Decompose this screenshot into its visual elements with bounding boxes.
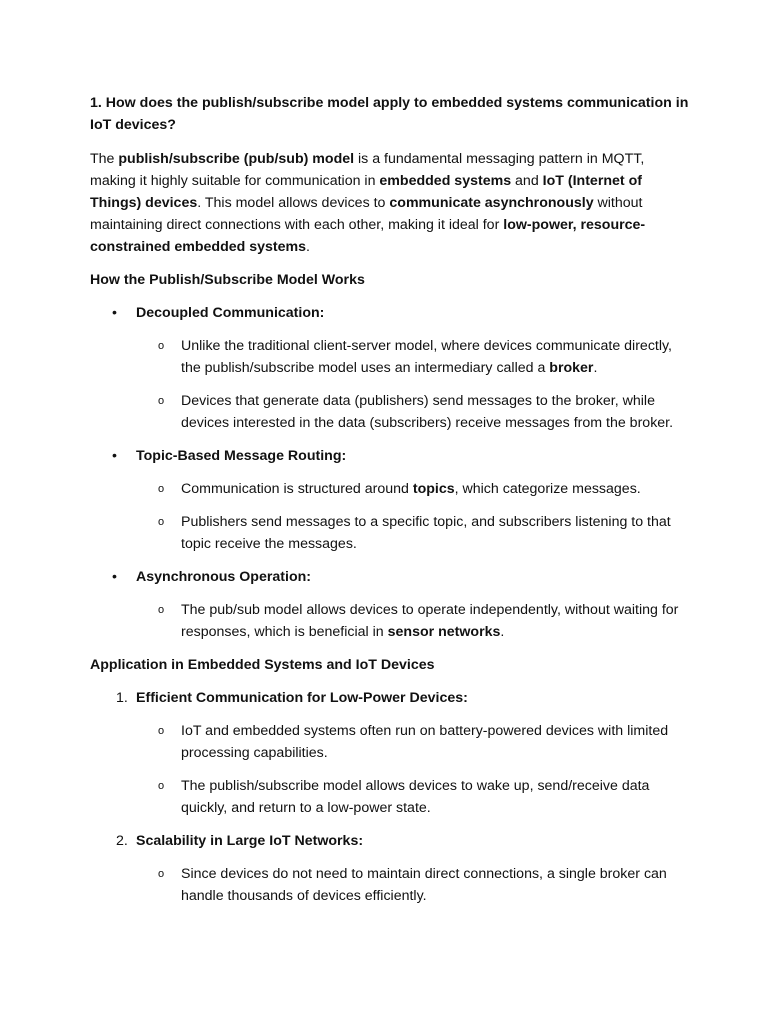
sub-item-text: Since devices do not need to maintain direct connections, a single broker can handle thousands of devices efficiently.: [181, 866, 667, 904]
sub-item-text-end: .: [593, 360, 598, 376]
sub-bullet-marker: o: [158, 395, 165, 407]
numbered-title: Scalability in Large IoT Networks:: [136, 833, 364, 849]
numbered-item-scalability: [90, 830, 690, 852]
intro-text-2: is a fundamental messaging pattern in MQTT, making it highly suitable for communication in: [90, 151, 645, 189]
sub-item-text: Devices that generate data (publishers) send messages to the broker, while devices interested in the data (subscribers) receive messages from the broker.: [181, 393, 674, 431]
sub-item-text-end: , which categorize messages.: [454, 481, 641, 497]
intro-bold-4: communicate asynchronously: [389, 195, 594, 211]
intro-text-1: The: [90, 151, 119, 167]
sub-item-text: Unlike the traditional client-server model, where devices communicate directly, the publish/subscribe model uses an intermediary called a: [181, 338, 672, 376]
sub-item-text: Communication is structured around: [181, 481, 413, 497]
sub-bullet-marker: o: [158, 483, 165, 495]
section-heading-how-it-works: How the Publish/Subscribe Model Works: [90, 272, 365, 288]
intro-text-6: .: [306, 239, 310, 255]
sub-bullet-marker: o: [158, 868, 165, 880]
sub-bullet-marker: o: [158, 604, 165, 616]
question-heading: 1. How does the publish/subscribe model apply to embedded systems communication in IoT devices?: [90, 95, 689, 133]
sub-item-text: The pub/sub model allows devices to operate independently, without waiting for responses, which is beneficial in: [181, 602, 679, 640]
sub-item: [90, 478, 690, 500]
sub-bullet-marker: o: [158, 340, 165, 352]
bullet-title: Topic-Based Message Routing:: [136, 448, 347, 464]
intro-text-4: . This model allows devices to: [197, 195, 390, 211]
intro-paragraph: [90, 148, 690, 258]
numbered-item-efficient: [90, 687, 690, 709]
number-marker: 1.: [116, 690, 128, 706]
bullet-marker: •: [112, 305, 117, 321]
intro-text-3: and: [511, 173, 543, 189]
sub-item: [90, 863, 690, 907]
sub-item: [90, 775, 690, 819]
sub-item-text: Publishers send messages to a specific topic, and subscribers listening to that topic receive the messages.: [181, 514, 671, 552]
bullet-marker: •: [112, 569, 117, 585]
numbered-title: Efficient Communication for Low-Power Devices:: [136, 690, 468, 706]
sub-item: [90, 390, 690, 434]
sub-item-bold: sensor networks: [387, 624, 501, 640]
document-content: [90, 92, 690, 918]
sub-item-text: IoT and embedded systems often run on battery-powered devices with limited processing capabilities.: [181, 723, 669, 761]
number-marker: 2.: [116, 833, 128, 849]
sub-item: [90, 335, 690, 379]
sub-item: [90, 599, 690, 643]
bullet-title: Decoupled Communication:: [136, 305, 325, 321]
sub-item-text-end: .: [500, 624, 505, 640]
bullet-marker: •: [112, 448, 117, 464]
sub-item: [90, 720, 690, 764]
sub-bullet-marker: o: [158, 725, 165, 737]
sub-item: [90, 511, 690, 555]
intro-bold-2: embedded systems: [379, 173, 512, 189]
intro-bold-5: low-power, resource-constrained embedded systems: [90, 217, 646, 255]
section-heading-application: Application in Embedded Systems and IoT Devices: [90, 657, 435, 673]
intro-text-5: without maintaining direct connections with each other, making it ideal for: [90, 195, 643, 233]
bullet-title: Asynchronous Operation:: [136, 569, 311, 585]
intro-bold-1: publish/subscribe (pub/sub) model: [118, 151, 355, 167]
bullet-item-decoupled: [90, 302, 690, 324]
sub-bullet-marker: o: [158, 780, 165, 792]
sub-item-bold: topics: [412, 481, 455, 497]
sub-item-text: The publish/subscribe model allows devices to wake up, send/receive data quickly, and return to a low-power state.: [181, 778, 650, 816]
intro-bold-3: IoT (Internet of Things) devices: [90, 173, 642, 211]
bullet-item-topic-routing: [90, 445, 690, 467]
bullet-item-async: [90, 566, 690, 588]
sub-item-bold: broker: [549, 360, 594, 376]
sub-bullet-marker: o: [158, 516, 165, 528]
